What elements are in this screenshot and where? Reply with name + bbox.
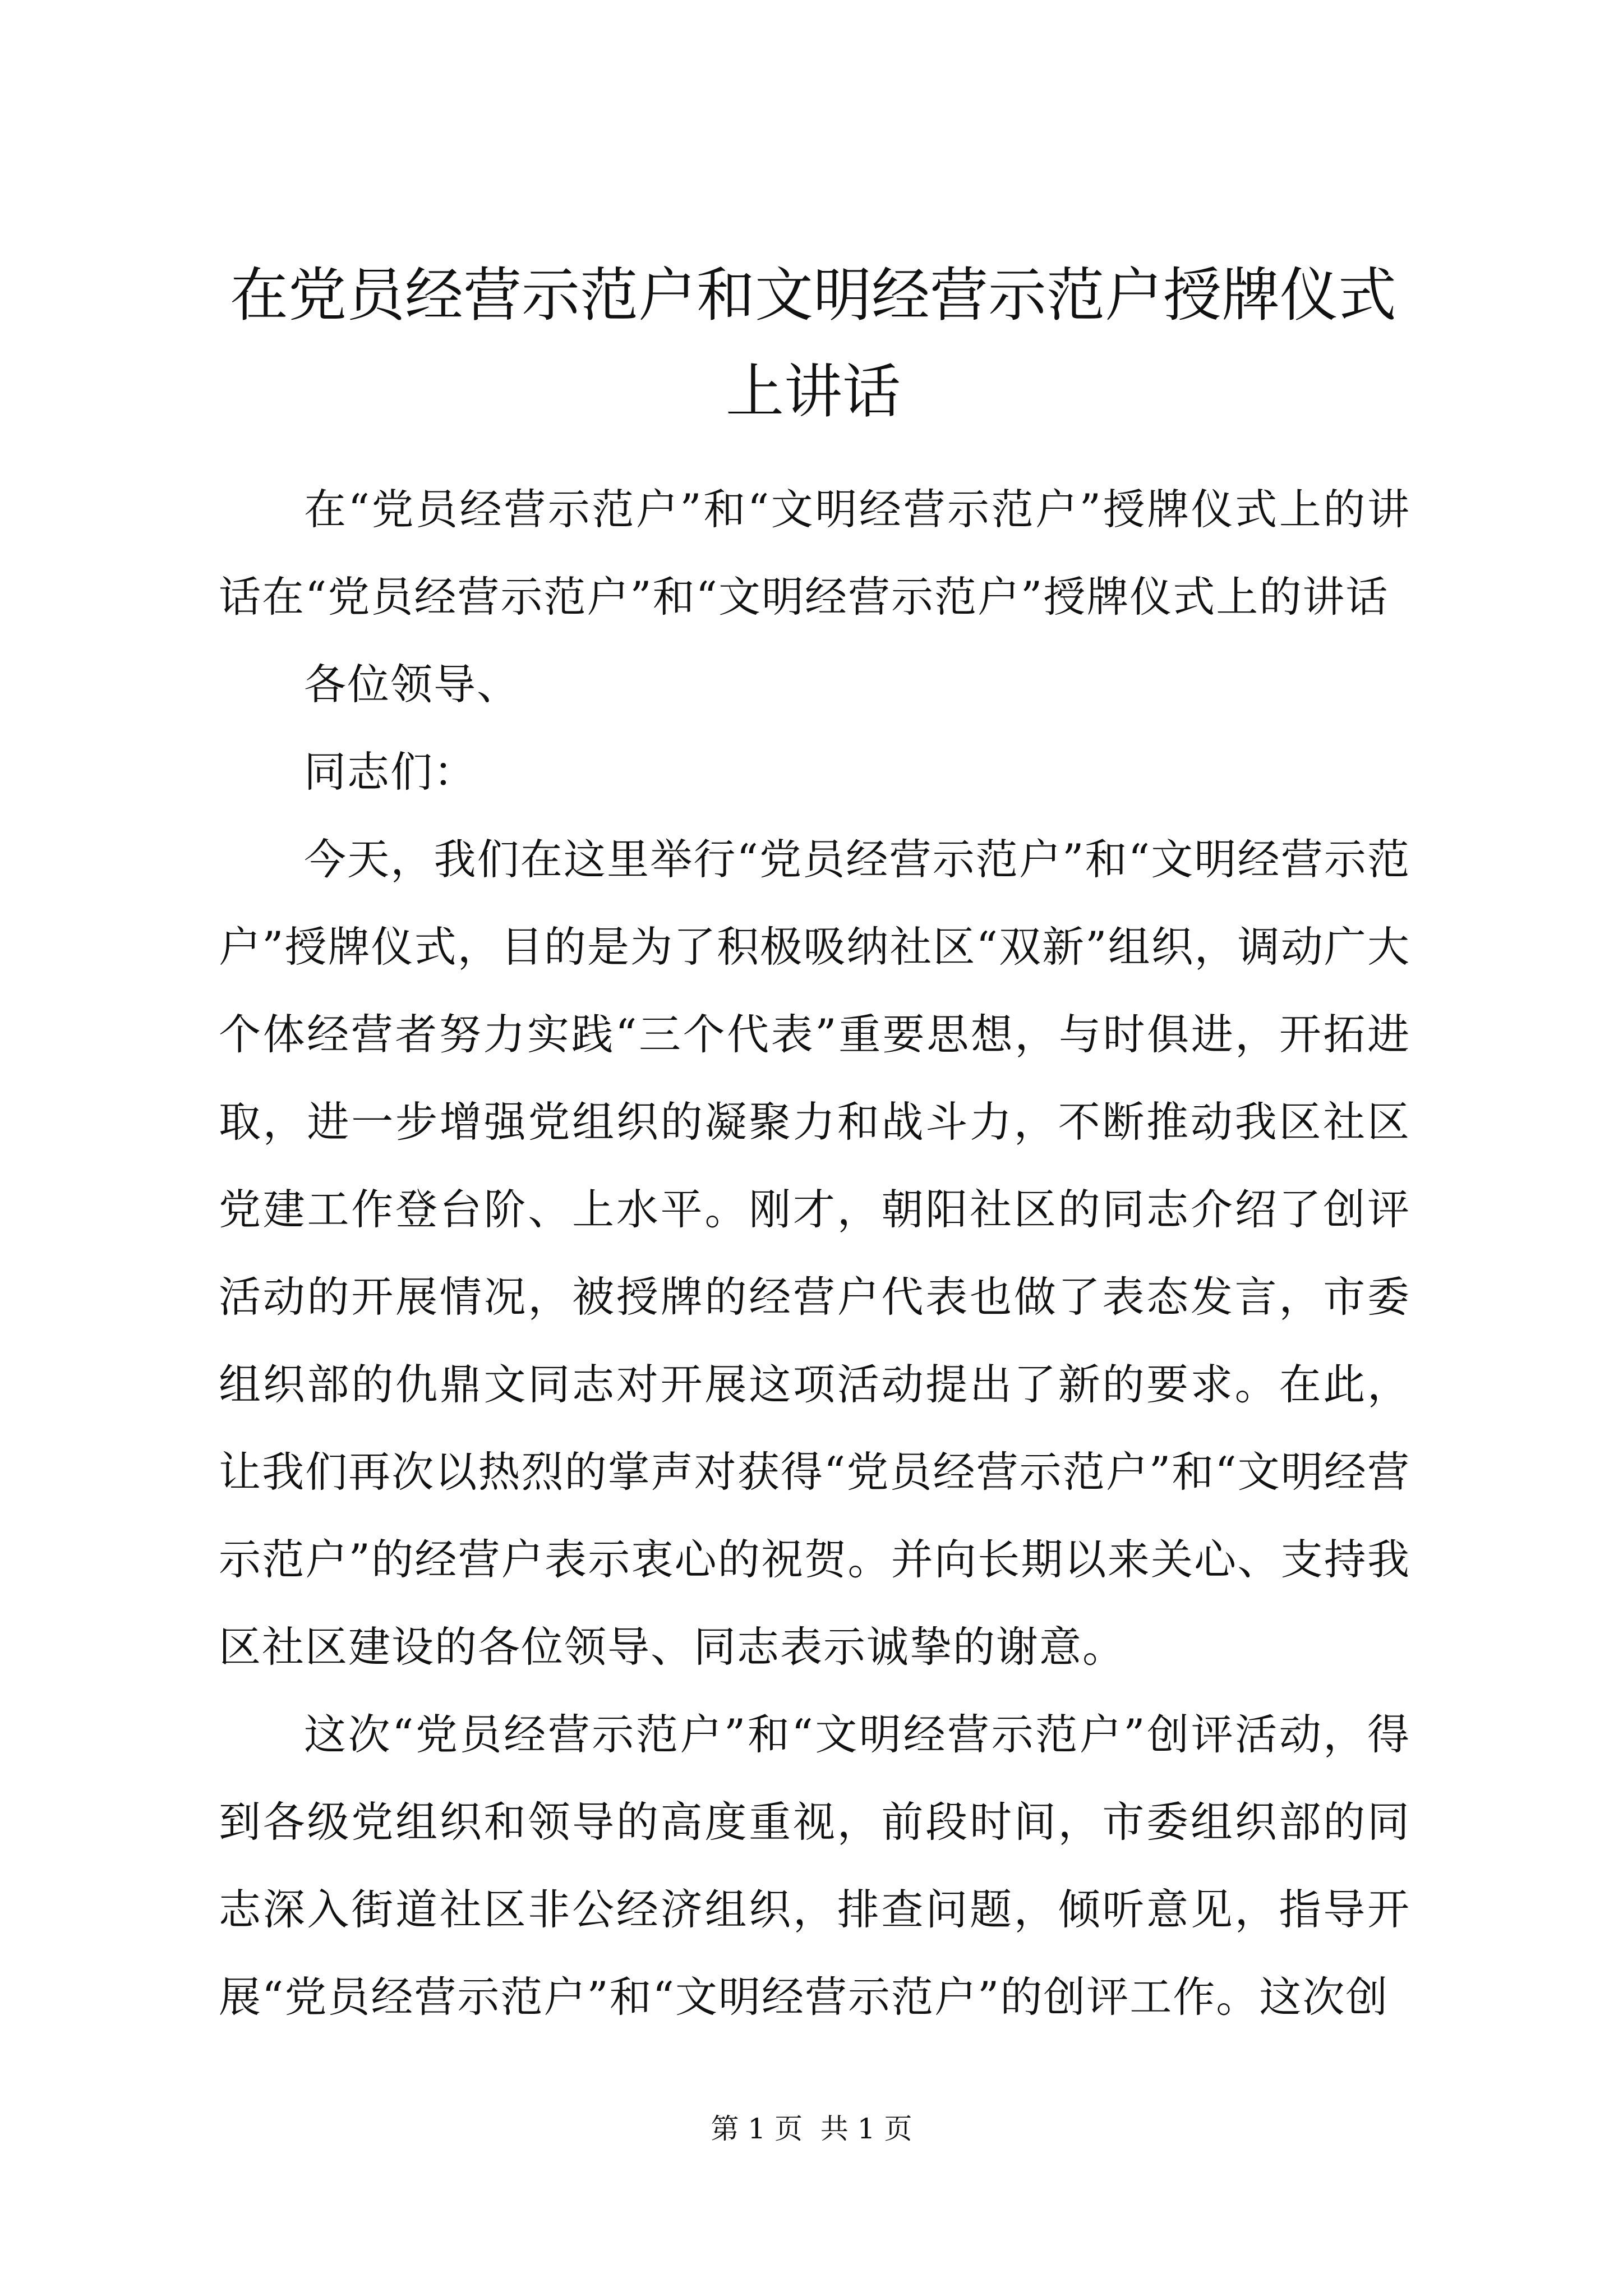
paragraph-heading-repeat: 在“党员经营示范户”和“文明经营示范户”授牌仪式上的讲话在“党员经营示范户”和“文明经营示范户”授牌仪式上的讲话 bbox=[219, 485, 1410, 622]
paragraph-body-2: 这次“党员经营示范户”和“文明经营示范户”创评活动，得到各级党组织和领导的高度重视，前段时间，市委组织部的同志深入街道社区非公经济组织，排查问题，倾听意见，指导开展“党员经营示范户”和“文明经营示范户”的创评工作。这次创 bbox=[219, 1710, 1410, 2022]
document-body bbox=[219, 466, 1410, 2041]
page-footer bbox=[0, 2109, 1623, 2148]
paragraph-salutation-comrades: 同志们： bbox=[304, 747, 477, 797]
paragraph-body-1: 今天，我们在这里举行“党员经营示范户”和“文明经营示范户”授牌仪式，目的是为了积极吸纳社区“双新”组织，调动广大个体经营者努力实践“三个代表”重要思想，与时俱进，开拓进取，进一步增强党组织的凝聚力和战斗力，不断推动我区社区党建工作登台阶、上水平。刚才，朝阳社区的同志介绍了创评活动的开展情况，被授牌的经营户代表也做了表态发言，市委组织部的仇鼎文同志对开展这项活动提出了新的要求。在此，让我们再次以热烈的掌声对获得“党员经营示范户”和“文明经营示范户”的经营户表示衷心的祝贺。并向长期以来关心、支持我区社区建设的各位领导、同志表示诚挚的谢意。 bbox=[219, 835, 1410, 1672]
page-number-label: 第 1 页 共 1 页 bbox=[711, 2113, 912, 2145]
document-title: 在党员经营示范户和文明经营示范户授牌仪式上讲话 bbox=[229, 261, 1396, 426]
paragraph-salutation-leaders: 各位领导、 bbox=[304, 660, 520, 709]
